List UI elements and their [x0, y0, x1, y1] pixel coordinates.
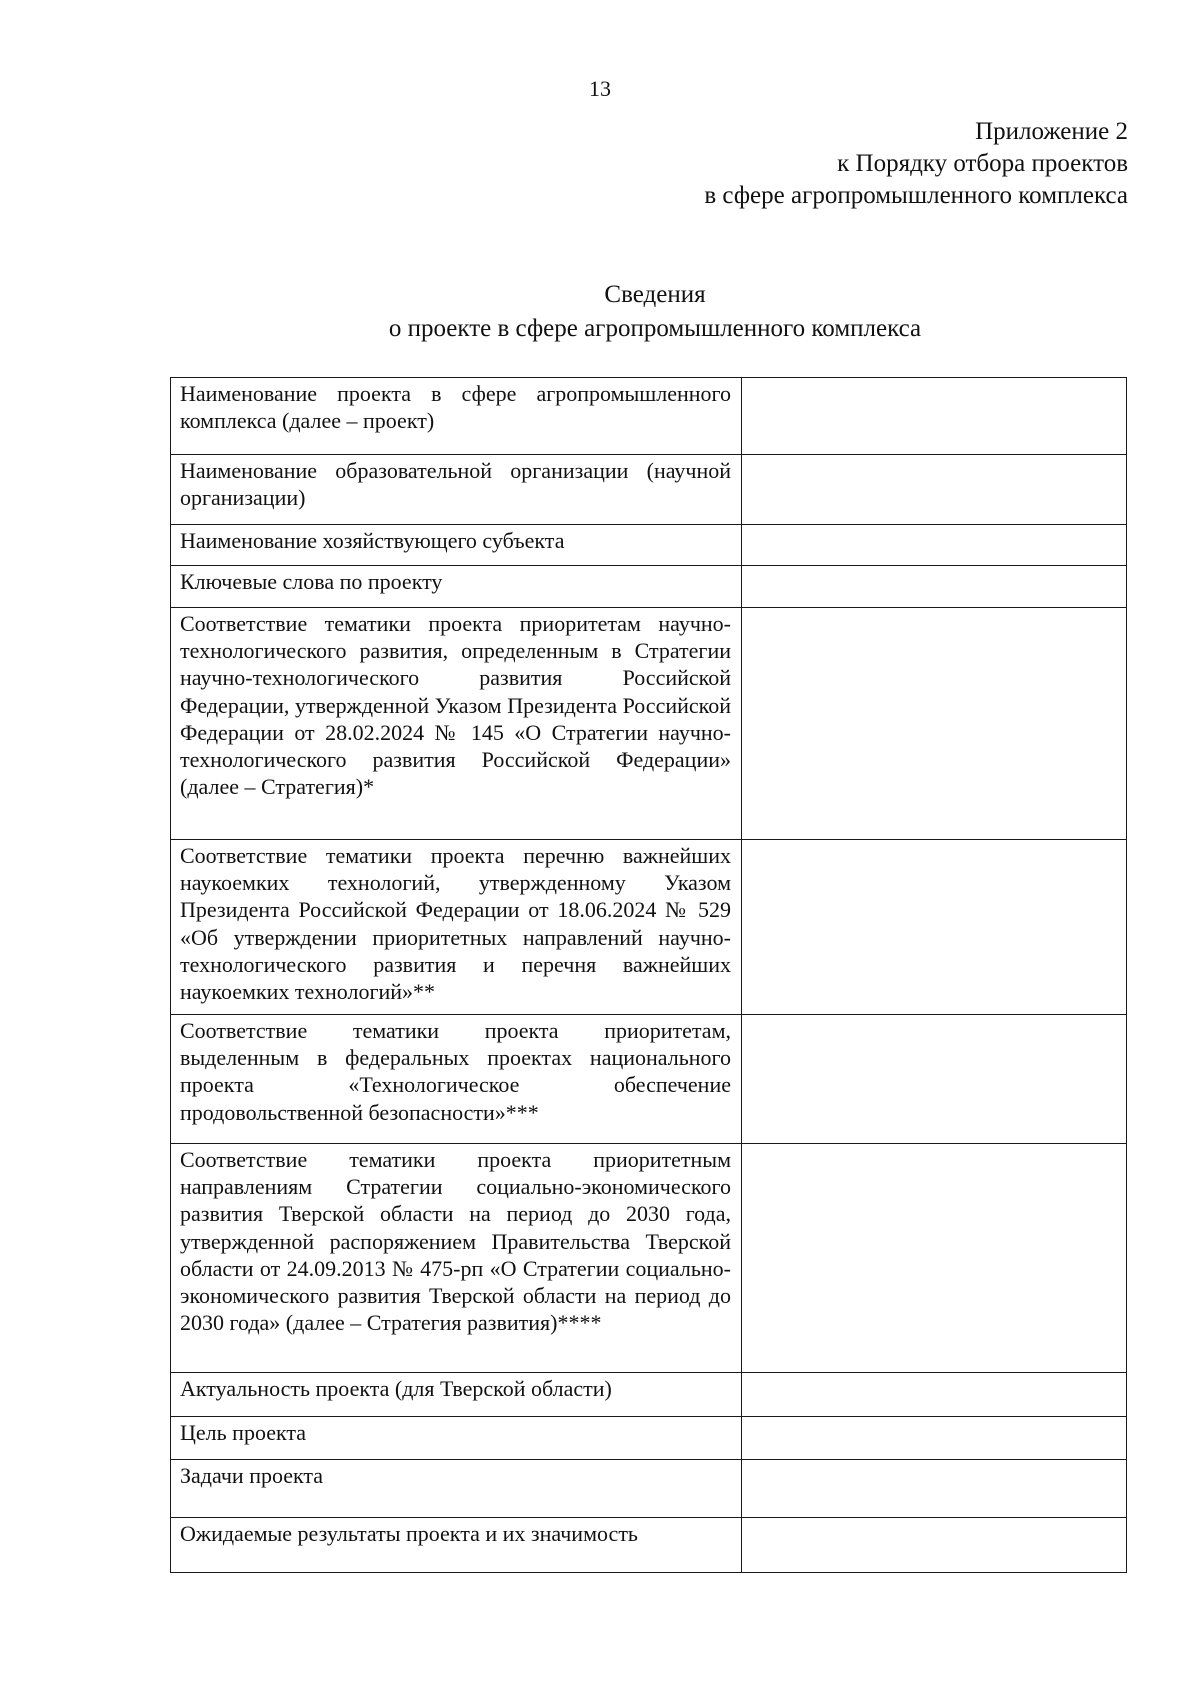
row-value-field[interactable] — [742, 525, 1127, 566]
row-label: Наименование хозяйствующего субъекта — [171, 525, 742, 566]
table-row-keywords — [171, 566, 1127, 608]
table-row-goal — [171, 1417, 1127, 1460]
page-number: 13 — [589, 76, 611, 101]
appendix-line-2: к Порядку отбора проектов — [837, 150, 1128, 177]
row-value-field[interactable] — [742, 566, 1127, 608]
row-value-field[interactable] — [742, 1015, 1127, 1144]
row-label: Задачи проекта — [171, 1460, 742, 1518]
row-label: Наименование проекта в сфере агропромышленного комплекса (далее – проект) — [171, 378, 742, 455]
row-value-field[interactable] — [742, 455, 1127, 525]
table-row-organization — [171, 455, 1127, 525]
table-row-technologies-compliance — [171, 840, 1127, 1015]
table-row-expected-results — [171, 1518, 1127, 1573]
document-title-line-2: о проекте в сфере агропромышленного комплекса — [388, 315, 922, 342]
row-value-field[interactable] — [742, 1518, 1127, 1573]
table-row-regional-strategy-compliance — [171, 1144, 1127, 1373]
row-label: Ключевые слова по проекту — [171, 566, 742, 608]
row-label: Соответствие тематики проекта приоритетам научно-технологического развития, определенным в Стратегии научно-технологического развития Российской Федерации, утвержденной Указом Президента Российской Федерации от 28.02.2024 № 145 «О Стратегии научно-технологического развития Российской Федерации» (далее – Стратегия)* — [171, 608, 742, 840]
project-info-table — [170, 377, 1127, 1573]
row-label: Цель проекта — [171, 1417, 742, 1460]
row-value-field[interactable] — [742, 1373, 1127, 1417]
row-label: Актуальность проекта (для Тверской области) — [171, 1373, 742, 1417]
row-value-field[interactable] — [742, 1417, 1127, 1460]
row-value-field[interactable] — [742, 608, 1127, 840]
row-value-field[interactable] — [742, 1144, 1127, 1373]
row-label: Ожидаемые результаты проекта и их значимость — [171, 1518, 742, 1573]
document-title — [0, 278, 1200, 346]
row-label: Наименование образовательной организации (научной организации) — [171, 455, 742, 525]
row-label: Соответствие тематики проекта приоритетным направлениям Стратегии социально-экономического развития Тверской области на период до 2030 года, утвержденной распоряжением Правительства Тверской области от 24.09.2013 № 475-рп «О Стратегии социально-экономического развития Тверской области на период до 2030 года» (далее – Стратегия развития)**** — [171, 1144, 742, 1373]
row-label: Соответствие тематики проекта перечню важнейших наукоемких технологий, утвержденному Указом Президента Российской Федерации от 18.06.2024 № 529 «Об утверждении приоритетных направлений научно-технологического развития и перечня важнейших наукоемких технологий»** — [171, 840, 742, 1015]
table-row-business-entity — [171, 525, 1127, 566]
appendix-header — [704, 116, 1128, 212]
table-row-national-project-compliance — [171, 1015, 1127, 1144]
row-label: Соответствие тематики проекта приоритетам, выделенным в федеральных проектах национального проекта «Технологическое обеспечение продовольственной безопасности»*** — [171, 1015, 742, 1144]
row-value-field[interactable] — [742, 378, 1127, 455]
row-value-field[interactable] — [742, 1460, 1127, 1518]
appendix-line-3: в сфере агропромышленного комплекса — [704, 182, 1128, 209]
row-value-field[interactable] — [742, 840, 1127, 1015]
document-title-line-1: Сведения — [604, 281, 706, 308]
table-row-strategy-compliance — [171, 608, 1127, 840]
appendix-line-1: Приложение 2 — [975, 118, 1128, 145]
table-row-tasks — [171, 1460, 1127, 1518]
table-row-project-name — [171, 378, 1127, 455]
table-row-relevance — [171, 1373, 1127, 1417]
